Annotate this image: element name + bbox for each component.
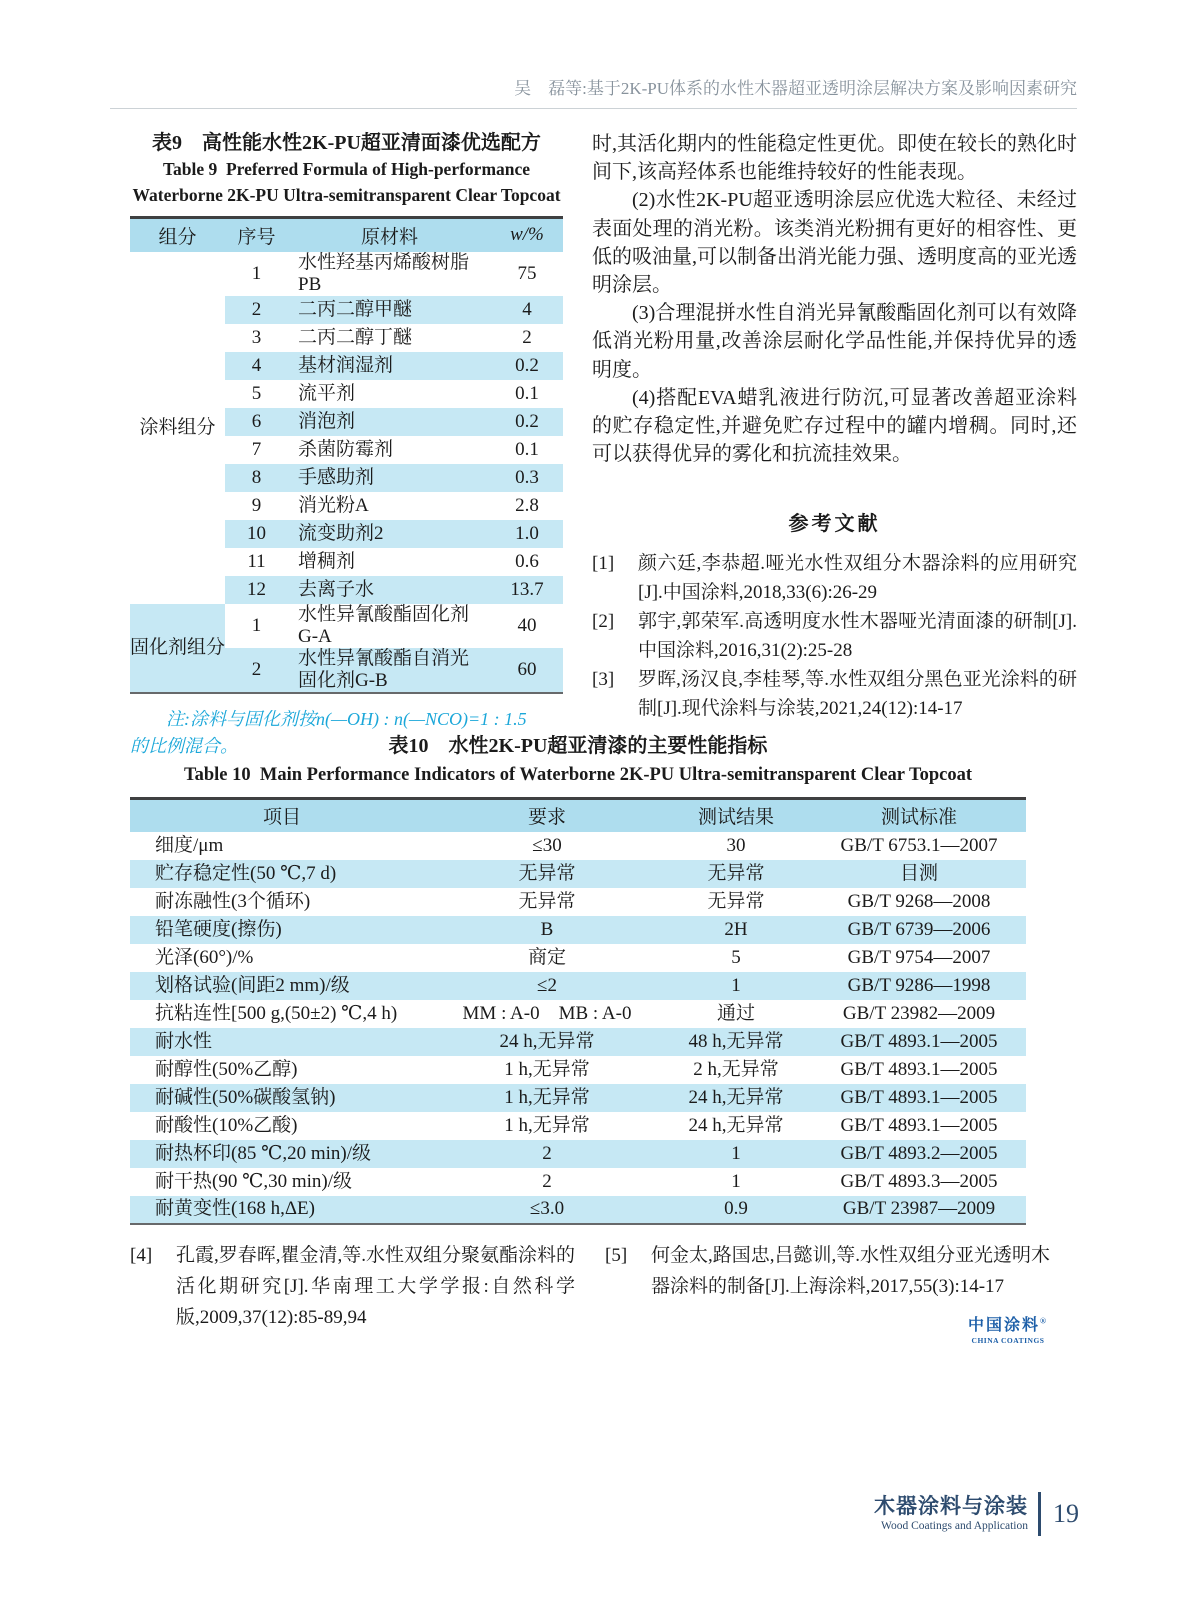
cell-result: 无异常 xyxy=(660,860,812,888)
cell-standard: GB/T 6753.1—2007 xyxy=(840,834,998,856)
cell-no: 9 xyxy=(251,494,262,516)
cell-requirement: 24 h,无异常 xyxy=(434,1028,660,1056)
paragraph-conclusion-4: (4)搭配EVA蜡乳液进行防沉,可显著改善超亚涂料的贮存稳定性,并避免贮存过程中的罐内增稠。同时,还可以获得优异的雾化和抗流挂效果。 xyxy=(592,386,1077,466)
table10-row xyxy=(130,888,1026,916)
table10-row xyxy=(130,832,1026,860)
table10-row xyxy=(130,1028,1026,1056)
table10-row xyxy=(130,1112,1026,1140)
cell-item: 耐碱性(50%碳酸氢钠) xyxy=(130,1084,434,1112)
cell-standard: GB/T 9754—2007 xyxy=(847,946,991,968)
cell-requirement: 2 xyxy=(542,1170,552,1192)
cell-item: 耐冻融性(3个循环) xyxy=(155,890,311,912)
cell-weight: 13.7 xyxy=(491,576,563,604)
table9-note-line2: 的比例混合。 xyxy=(130,735,238,756)
cell-weight: 75 xyxy=(517,262,537,284)
cell-result: 48 h,无异常 xyxy=(660,1028,812,1056)
cell-result: 24 h,无异常 xyxy=(688,1114,784,1136)
cell-no: 2 xyxy=(225,648,288,693)
table9-title-zh: 表9 高性能水性2K-PU超亚清面漆优选配方 xyxy=(152,132,541,154)
table9-header-row xyxy=(130,218,563,252)
cell-requirement: B xyxy=(434,916,660,944)
cell-item: 耐黄变性(168 h,ΔE) xyxy=(130,1196,434,1224)
logo-text-zh xyxy=(963,1312,1053,1335)
cell-weight: 1.0 xyxy=(491,520,563,548)
cell-standard: GB/T 4893.3—2005 xyxy=(840,1170,998,1192)
cell-result: 1 xyxy=(660,972,812,1000)
cell-material: 去离子水 xyxy=(288,576,491,604)
reference-text: 孔霞,罗春晖,瞿金清,等.水性双组分聚氨酯涂料的活化期研究[J].华南理工大学学报:自然科学版,2009,37(12):85-89,94 xyxy=(176,1245,576,1328)
cell-result: 1 xyxy=(731,1170,741,1192)
cell-weight: 60 xyxy=(491,648,563,693)
reference-text: 罗晖,汤汉良,李桂琴,等.水性双组分黑色亚光涂料的研制[J].现代涂料与涂装,2021,24(12):14-17 xyxy=(638,669,1077,720)
logo-registered-mark: ® xyxy=(1040,1316,1048,1326)
cell-no: 8 xyxy=(225,464,288,492)
cell-no: 12 xyxy=(225,576,288,604)
cell-requirement: 1 h,无异常 xyxy=(504,1114,590,1136)
cell-weight: 0.1 xyxy=(515,382,539,404)
cell-requirement: 无异常 xyxy=(518,890,576,912)
cell-weight: 0.6 xyxy=(515,550,539,572)
reference-item xyxy=(592,607,1077,665)
cell-material: 消光粉A xyxy=(298,494,369,516)
reference-column-left xyxy=(130,1240,575,1333)
cell-material: 水性羟基丙烯酸树脂PB xyxy=(298,251,470,295)
reference-number: [1] xyxy=(592,553,615,575)
cell-weight: 4 xyxy=(491,296,563,324)
table9-row xyxy=(130,252,563,296)
cell-no: 7 xyxy=(251,438,262,460)
cell-no: 1 xyxy=(251,262,262,284)
paragraph-continuation: 时,其活化期内的性能稳定性更优。即使在较长的熟化时间下,该高羟体系也能维持较好的性能表现。 xyxy=(592,133,1077,184)
table10 xyxy=(130,797,1026,1225)
cell-item: 贮存稳定性(50 ℃,7 d) xyxy=(130,860,434,888)
cell-material: 增稠剂 xyxy=(298,550,356,572)
cell-weight: 0.3 xyxy=(491,464,563,492)
running-header: 吴 磊等:基于2K-PU体系的水性木器超亚透明涂层解决方案及影响因素研究 xyxy=(110,74,1077,109)
reference-item xyxy=(130,1240,575,1333)
cell-requirement: ≤2 xyxy=(434,972,660,1000)
cell-material: 流平剂 xyxy=(298,382,356,404)
cell-weight: 40 xyxy=(517,614,537,636)
cell-no: 4 xyxy=(225,352,288,380)
table10-header-row xyxy=(130,799,1026,832)
cell-weight: 0.2 xyxy=(491,408,563,436)
table10-row xyxy=(130,1000,1026,1028)
reference-text: 何金太,路国忠,吕懿训,等.水性双组分亚光透明木器涂料的制备[J].上海涂料,2017,55(3):14-17 xyxy=(651,1245,1051,1297)
page-footer xyxy=(874,1492,1079,1536)
cell-standard: GB/T 4893.1—2005 xyxy=(812,1028,1026,1056)
cell-result: 无异常 xyxy=(707,890,765,912)
table10-header-item: 项目 xyxy=(130,799,434,832)
cell-requirement: 无异常 xyxy=(434,860,660,888)
cell-item: 耐水性 xyxy=(130,1028,434,1056)
table9-title-en-line2: Waterborne 2K-PU Ultra-semitransparent Clear Topcoat xyxy=(132,185,561,205)
left-column xyxy=(130,130,563,760)
cell-standard: GB/T 4893.1—2005 xyxy=(840,1114,998,1136)
two-column-area xyxy=(130,130,1077,760)
cell-standard: GB/T 23987—2009 xyxy=(812,1196,1026,1224)
cell-material: 二丙二醇丁醚 xyxy=(298,326,413,348)
table9-note-line1: 注:涂料与固化剂按n(—OH) : n(—NCO)=1 : 1.5 xyxy=(166,708,527,729)
page-number: 19 xyxy=(1038,1492,1079,1536)
cell-result: 1 xyxy=(660,1140,812,1168)
cell-result: 5 xyxy=(731,946,741,968)
references-bottom xyxy=(130,1240,1050,1333)
paragraph-conclusion-2: (2)水性2K-PU超亚透明涂层应优选大粒径、未经过表面处理的消光粉。该类消光粉拥有更好的相容性、更低的吸油量,可以制备出消光能力强、透明度高的亚光透明涂层。 xyxy=(592,189,1077,297)
footer-journal-titles xyxy=(874,1494,1038,1534)
cell-standard: 目测 xyxy=(812,860,1026,888)
cell-result: 通过 xyxy=(716,1002,755,1024)
cell-result: 30 xyxy=(726,834,746,856)
cell-material: 流变助剂2 xyxy=(288,520,491,548)
cell-no: 6 xyxy=(225,408,288,436)
cell-material: 杀菌防霉剂 xyxy=(298,438,394,460)
cell-item: 耐醇性(50%乙醇) xyxy=(155,1058,298,1080)
table10-header-requirement: 要求 xyxy=(434,799,660,832)
cell-material: 二丙二醇甲醚 xyxy=(288,296,491,324)
cell-no: 5 xyxy=(251,382,262,404)
cell-result: 0.9 xyxy=(660,1196,812,1224)
reference-number: [3] xyxy=(592,669,615,691)
cell-standard: GB/T 4893.1—2005 xyxy=(840,1058,998,1080)
table9-title-en-line1: Table 9 Preferred Formula of High-performance xyxy=(162,159,531,179)
table10-row xyxy=(130,860,1026,888)
table9-header-weight: w/% xyxy=(491,218,563,252)
reference-item xyxy=(592,549,1077,607)
table9-header-component: 组分 xyxy=(130,218,225,252)
right-column xyxy=(592,130,1077,760)
cell-result: 2H xyxy=(660,916,812,944)
cell-material: 水性异氰酸酯自消光固化剂G-B xyxy=(288,648,491,693)
cell-weight: 2 xyxy=(522,326,532,348)
table10-title-en: Table 10 Main Performance Indicators of Waterborne 2K-PU Ultra-semitransparent Clear Topcoat xyxy=(183,765,973,785)
reference-text: 颜六廷,李恭超.哑光水性双组分木器涂料的应用研究[J].中国涂料,2018,33(6):26-29 xyxy=(638,553,1077,604)
logo-text-en: CHINA COATINGS xyxy=(971,1336,1045,1345)
cell-item: 抗粘连性[500 g,(50±2) ℃,4 h) xyxy=(155,1002,398,1024)
cell-requirement: 1 h,无异常 xyxy=(434,1084,660,1112)
cell-standard: GB/T 6739—2006 xyxy=(812,916,1026,944)
reference-number: [2] xyxy=(592,611,615,633)
cell-weight: 0.1 xyxy=(515,438,539,460)
cell-item: 铅笔硬度(擦伤) xyxy=(130,916,434,944)
cell-item: 耐干热(90 ℃,30 min)/级 xyxy=(155,1170,352,1192)
table10-row xyxy=(130,1196,1026,1224)
cell-requirement: 2 xyxy=(434,1140,660,1168)
cell-requirement: 商定 xyxy=(527,946,566,968)
table10-row xyxy=(130,1056,1026,1084)
cell-no: 11 xyxy=(247,550,266,572)
table10-row xyxy=(130,944,1026,972)
cell-no: 10 xyxy=(225,520,288,548)
reference-item xyxy=(605,1240,1050,1302)
logo-zh-label: 中国涂料 xyxy=(968,1317,1041,1334)
footer-journal-en: Wood Coatings and Application xyxy=(881,1520,1028,1532)
cell-material: 基材润湿剂 xyxy=(288,352,491,380)
cell-result: 24 h,无异常 xyxy=(660,1084,812,1112)
cell-standard: GB/T 23982—2009 xyxy=(842,1002,996,1024)
references-list xyxy=(592,549,1077,723)
table10-row xyxy=(130,972,1026,1000)
cell-standard: GB/T 9268—2008 xyxy=(847,890,991,912)
cell-material: 水性异氰酸酯固化剂G-A xyxy=(298,603,470,647)
cell-requirement: ≤30 xyxy=(532,834,562,856)
cell-requirement: MM : A-0 MB : A-0 xyxy=(462,1002,632,1024)
cell-item: 耐酸性(10%乙酸) xyxy=(155,1114,298,1136)
reference-item xyxy=(592,665,1077,723)
cell-result: 2 h,无异常 xyxy=(693,1058,779,1080)
paragraph-conclusion-3: (3)合理混拼水性自消光异氰酸酯固化剂可以有效降低消光粉用量,改善涂层耐化学品性能,并保持优异的透明度。 xyxy=(592,302,1077,381)
cell-material: 消泡剂 xyxy=(288,408,491,436)
reference-number: [5] xyxy=(605,1245,628,1266)
table10-row xyxy=(130,916,1026,944)
table9-group-hardener: 固化剂组分 xyxy=(130,604,225,693)
table9-header-material: 原材料 xyxy=(288,218,491,252)
china-coatings-logo xyxy=(963,1312,1053,1345)
reference-number: [4] xyxy=(130,1245,153,1266)
cell-standard: GB/T 9286—1998 xyxy=(812,972,1026,1000)
footer-journal-zh: 木器涂料与涂装 xyxy=(874,1494,1028,1518)
table10-header-standard: 测试标准 xyxy=(812,799,1026,832)
cell-material: 手感助剂 xyxy=(288,464,491,492)
table9-row xyxy=(130,604,563,648)
cell-item: 光泽(60°)/% xyxy=(155,946,254,968)
cell-requirement: ≤3.0 xyxy=(434,1196,660,1224)
table10-row xyxy=(130,1168,1026,1196)
cell-requirement: 1 h,无异常 xyxy=(504,1058,590,1080)
table9 xyxy=(130,216,563,694)
table10-header-result: 测试结果 xyxy=(660,799,812,832)
body-text xyxy=(592,130,1077,468)
cell-standard: GB/T 4893.2—2005 xyxy=(812,1140,1026,1168)
cell-no: 3 xyxy=(251,326,262,348)
table9-group-coating: 涂料组分 xyxy=(139,416,216,438)
table10-row xyxy=(130,1140,1026,1168)
table9-header-no: 序号 xyxy=(225,218,288,252)
reference-text: 郭宇,郭荣军.高透明度水性木器哑光清面漆的研制[J].中国涂料,2016,31(2):25-28 xyxy=(638,611,1077,662)
cell-weight: 2.8 xyxy=(515,494,539,516)
cell-standard: GB/T 4893.1—2005 xyxy=(812,1084,1026,1112)
cell-item: 划格试验(间距2 mm)/级 xyxy=(130,972,434,1000)
cell-item: 耐热杯印(85 ℃,20 min)/级 xyxy=(130,1140,434,1168)
table10-title-zh: 表10 水性2K-PU超亚清漆的主要性能指标 xyxy=(388,735,768,757)
cell-weight: 0.2 xyxy=(491,352,563,380)
cell-no: 2 xyxy=(225,296,288,324)
cell-item: 细度/μm xyxy=(155,834,224,856)
cell-no: 1 xyxy=(251,614,262,636)
table10-row xyxy=(130,1084,1026,1112)
references-heading: 参考文献 xyxy=(788,513,881,536)
table10-section xyxy=(130,733,1026,1225)
